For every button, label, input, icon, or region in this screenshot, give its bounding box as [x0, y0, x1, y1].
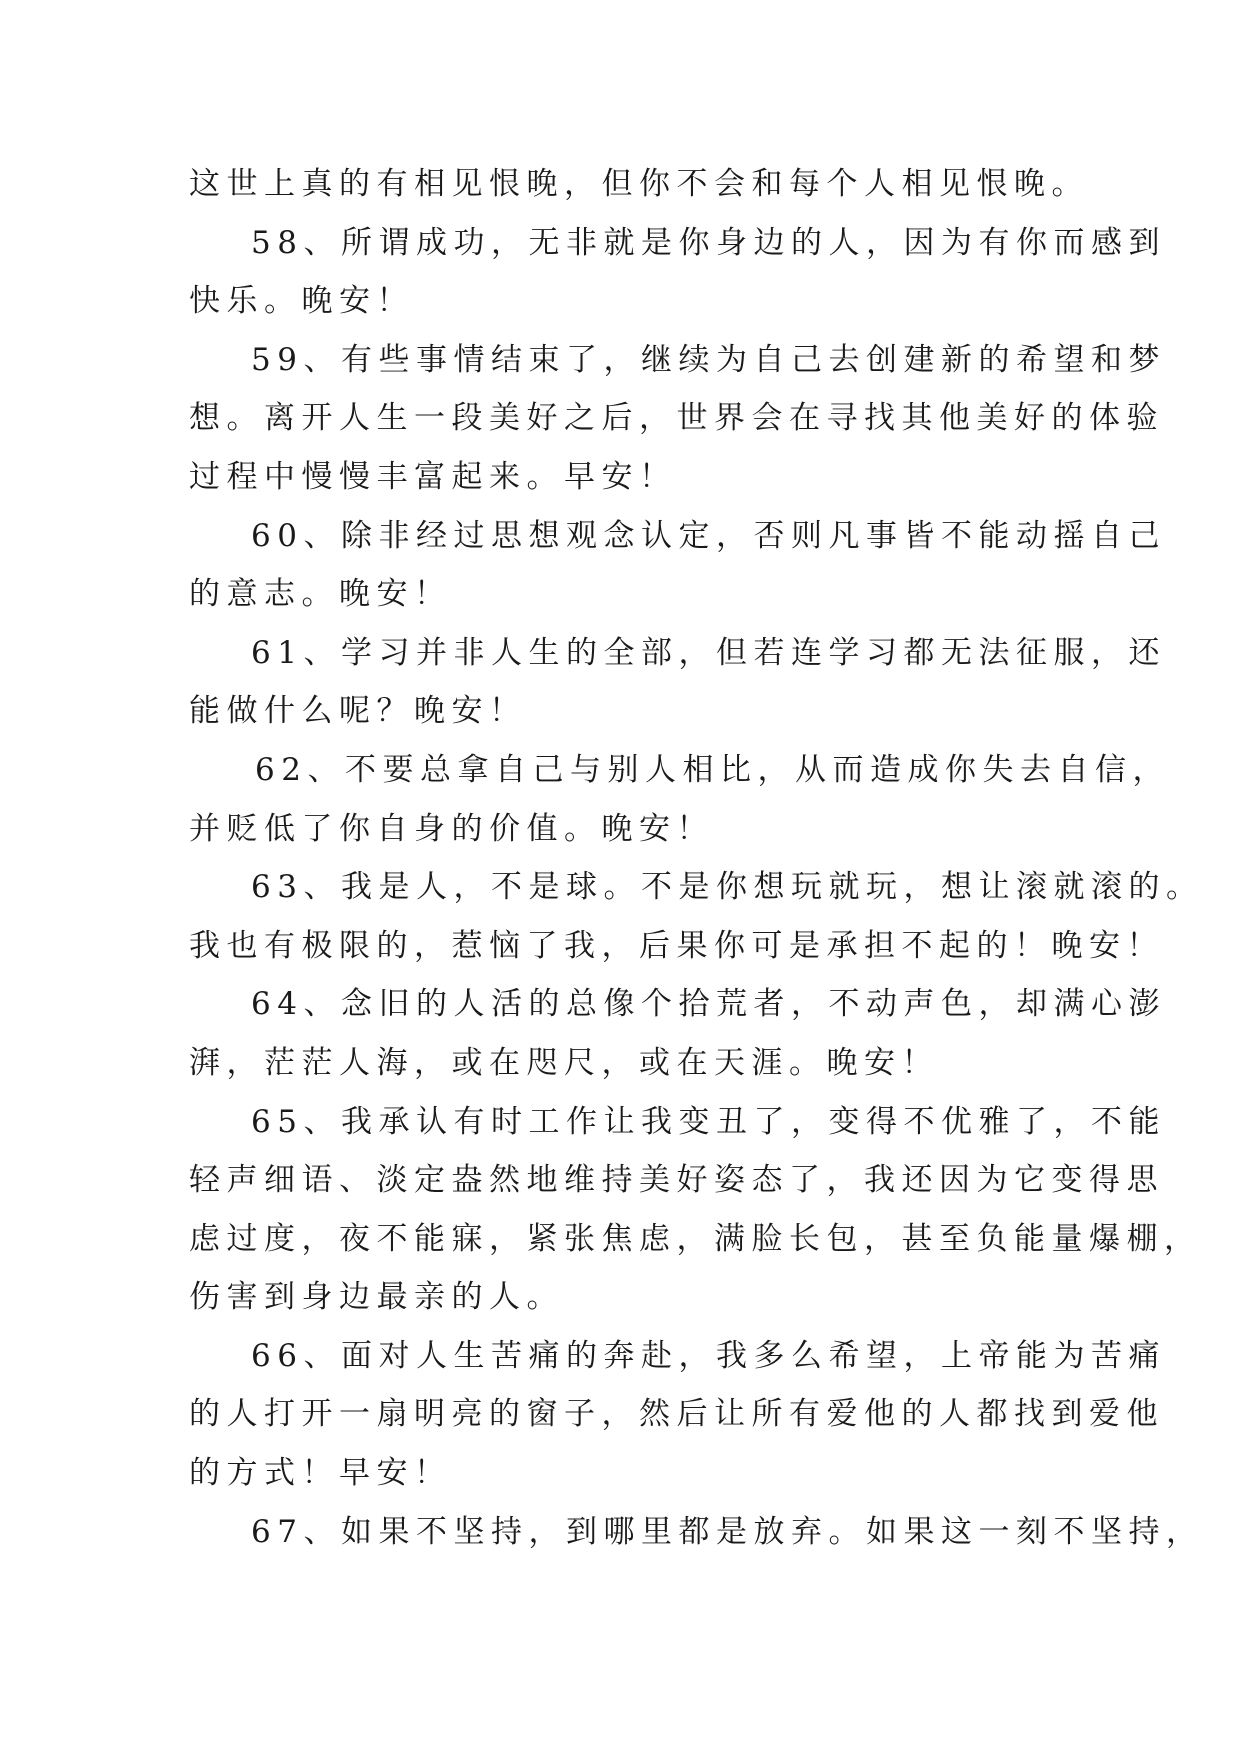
text-line: 想。离开人生一段美好之后，世界会在寻找其他美好的体验 [189, 400, 1164, 437]
text-line: 的方式！早安！ [189, 1455, 452, 1492]
text-line: 过程中慢慢丰富起来。早安！ [189, 458, 677, 495]
paragraph-62-start: 62、不要总拿自己与别人相比，从而造成你失去自信， [255, 751, 1170, 788]
paragraph-66-start: 66、面对人生苦痛的奔赴，我多么希望，上帝能为苦痛 [251, 1337, 1166, 1374]
text-line: 的意志。晚安！ [189, 576, 452, 613]
document-page [189, 155, 1204, 1561]
text-line: 快乐。晚安！ [189, 283, 414, 320]
text-line: 这世上真的有相见恨晚，但你不会和每个人相见恨晚。 [189, 166, 1089, 202]
text-line: 的人打开一扇明亮的窗子，然后让所有爱他的人都找到爱他 [189, 1396, 1164, 1433]
text-line: 能做什么呢？晚安！ [189, 693, 527, 730]
text-line: 并贬低了你自身的价值。晚安！ [189, 810, 714, 847]
text-line: 伤害到身边最亲的人。 [189, 1279, 564, 1316]
text-line: 虑过度，夜不能寐，紧张焦虑，满脸长包，甚至负能量爆棚， [189, 1220, 1202, 1257]
paragraph-59-start: 59、有些事情结束了，继续为自己去创建新的希望和梦 [251, 341, 1166, 378]
text-line: 轻声细语、淡定盎然地维持美好姿态了，我还因为它变得思 [189, 1162, 1164, 1199]
text-line: 我也有极限的，惹恼了我，后果你可是承担不起的！晚安！ [189, 927, 1164, 964]
text-line: 湃，茫茫人海，或在咫尺，或在天涯。晚安！ [189, 1044, 939, 1081]
paragraph-64-start: 64、念旧的人活的总像个拾荒者，不动声色，却满心澎 [251, 986, 1166, 1023]
paragraph-65-start: 65、我承认有时工作让我变丑了，变得不优雅了，不能 [251, 1103, 1166, 1140]
paragraph-58-start: 58、所谓成功，无非就是你身边的人，因为有你而感到 [251, 224, 1166, 261]
paragraph-61-start: 61、学习并非人生的全部，但若连学习都无法征服，还 [251, 634, 1166, 671]
paragraph-67-start: 67、如果不坚持，到哪里都是放弃。如果这一刻不坚持， [251, 1513, 1204, 1550]
paragraph-63-start: 63、我是人，不是球。不是你想玩就玩，想让滚就滚的。 [251, 869, 1204, 906]
paragraph-60-start: 60、除非经过思想观念认定，否则凡事皆不能动摇自己 [251, 517, 1166, 554]
